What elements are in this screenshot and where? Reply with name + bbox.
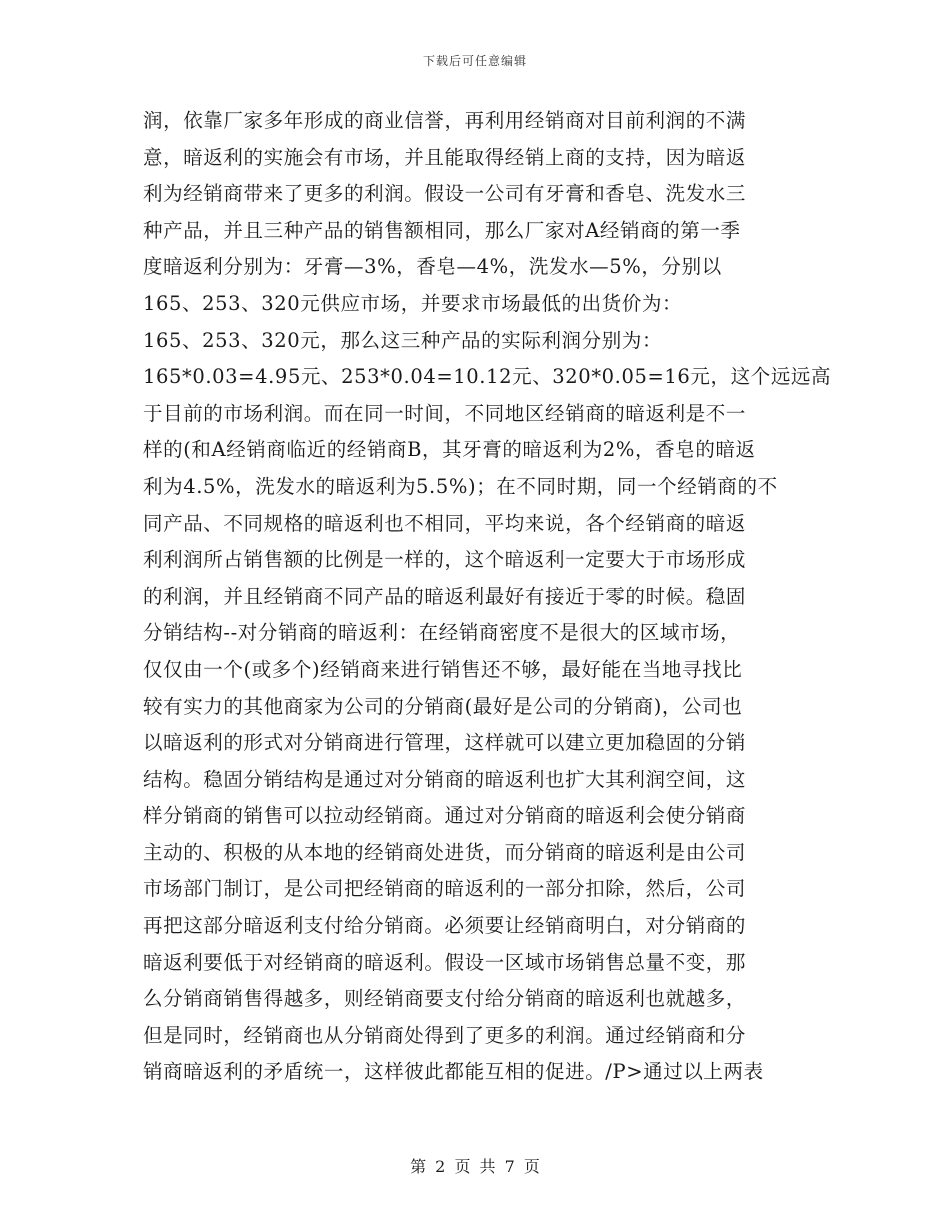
body-line: 同产品、不同规格的暗返利也不相同，平均来说，各个经销商的暗返 [143,511,747,535]
body-line: 样的(和A经销商临近的经销商B，其牙膏的暗返利为2%，香皂的暗返 [143,438,756,462]
body-line: 意，暗返利的实施会有市场，并且能取得经销上商的支持，因为暗返 [143,145,747,169]
body-line: 分销结构--对分销商的暗返利：在经销商密度不是很大的区域市场， [143,621,741,645]
body-line: 种产品，并且三种产品的销售额相同，那么厂家对A经销商的第一季 [143,218,741,242]
body-line: 仅仅由一个(或多个)经销商来进行销售还不够，最好能在当地寻找比 [143,657,743,681]
body-line: 165、253、320元，那么这三种产品的实际利润分别为： [143,328,663,352]
body-line: 以暗返利的形式对分销商进行管理，这样就可以建立更加稳固的分销 [143,731,747,755]
body-line: 润，依靠厂家多年形成的商业信誉，再利用经销商对目前利润的不满 [143,109,747,132]
page-header: 下载后可任意编辑 [422,54,527,68]
body-line: 暗返利要低于对经销商的暗返利。假设一区域市场销售总量不变，那 [143,950,747,974]
body-line: 销商暗返利的矛盾统一，这样彼此都能互相的促进。/P>通过以上两表 [143,1060,764,1084]
body-line: 于目前的市场利润。而在同一时间，不同地区经销商的暗返利是不一 [143,401,747,425]
body-line: 165、253、320元供应市场，并要求市场最低的出货价为： [143,291,683,315]
page-footer: 第 2 页 共 7 页 [410,1157,540,1176]
body-line: 结构。稳固分销结构是通过对分销商的暗返利也扩大其利润空间，这 [143,767,747,791]
body-line: 利为经销商带来了更多的利润。假设一公司有牙膏和香皂、洗发水三 [143,182,747,206]
body-line: 的利润，并且经销商不同产品的暗返利最好有接近于零的时候。稳固 [143,584,747,608]
body-line: 主动的、积极的从本地的经销商处进货，而分销商的暗返利是由公司 [143,840,747,864]
body-line: 么分销商销售得越多，则经销商要支付给分销商的暗返利也就越多， [143,987,747,1011]
body-line: 但是同时，经销商也从分销商处得到了更多的利润。通过经销商和分 [143,1023,747,1047]
body-line: 利为4.5%，洗发水的暗返利为5.5%)；在不同时期，同一个经销商的不 [143,474,778,498]
body-line: 利利润所占销售额的比例是一样的，这个暗返利一定要大于市场形成 [143,548,747,572]
body-line: 165*0.03=4.95元、253*0.04=10.12元、320*0.05=16元，这个远远高 [143,365,832,389]
body-line: 市场部门制订，是公司把经销商的暗返利的一部分扣除，然后，公司 [143,877,747,901]
body-line: 度暗返利分别为：牙膏—3%，香皂—4%，洗发水—5%，分别以 [143,255,722,279]
body-line: 再把这部分暗返利支付给分销商。必须要让经销商明白，对分销商的 [143,914,747,938]
body-line: 样分销商的销售可以拉动经销商。通过对分销商的暗返利会使分销商 [143,804,747,828]
body-line: 较有实力的其他商家为公司的分销商(最好是公司的分销商)，公司也 [143,694,743,718]
document-body [143,103,832,1091]
